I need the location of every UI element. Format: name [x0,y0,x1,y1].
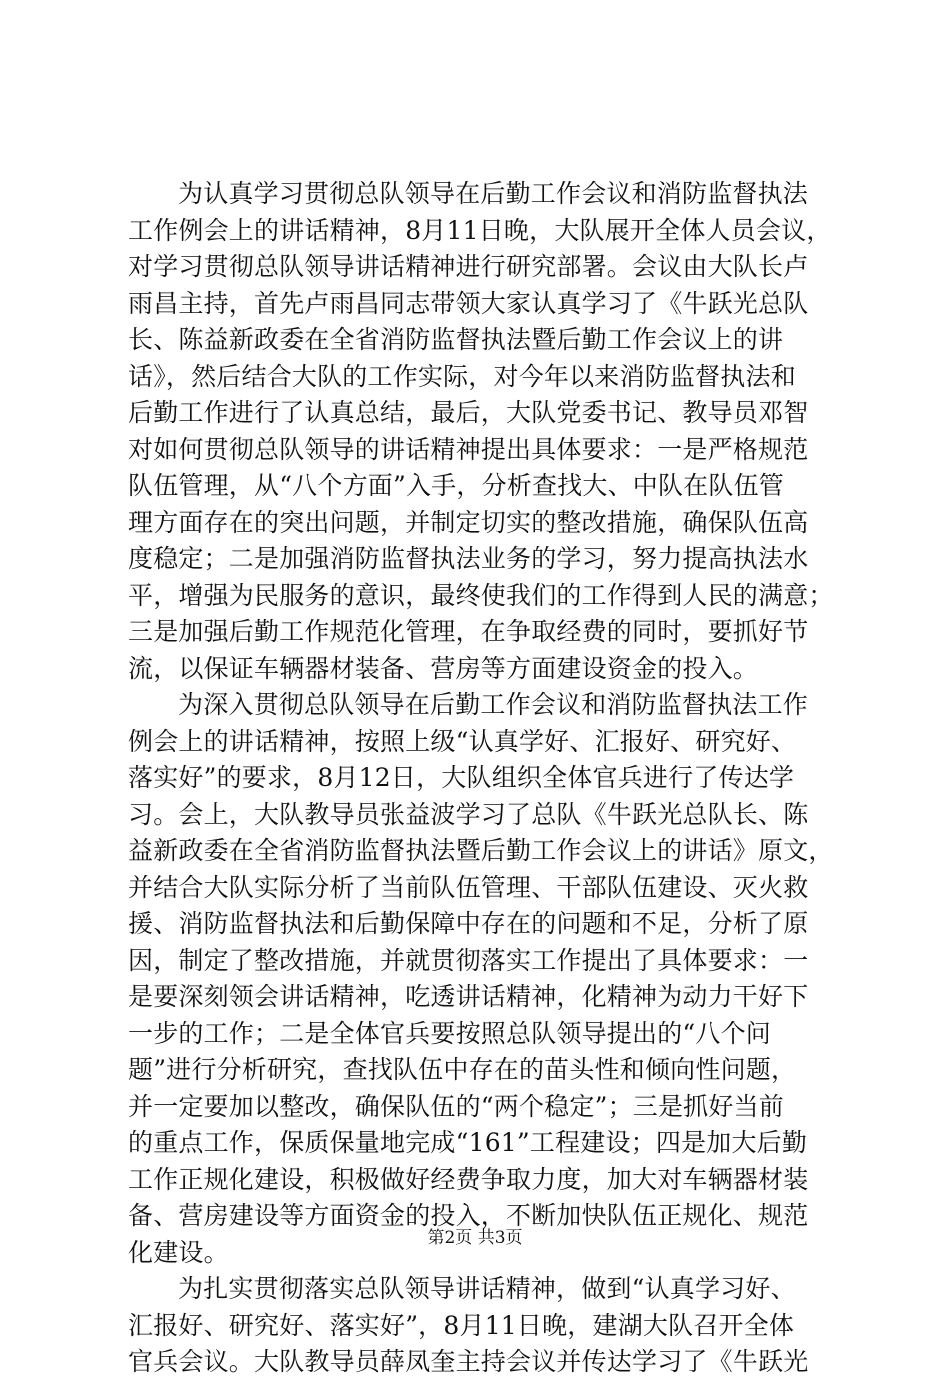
paragraph-2-line: 因，制定了整改措施，并就贯彻落实工作提出了具体要求：一 [128,945,809,975]
paragraph-1-line: 理方面存在的突出问题，并制定切实的整改措施，确保队伍高 [128,507,809,537]
page-number-footer: 第2页 共3页 [427,1228,523,1248]
paragraph-3-line: 官兵会议。大队教导员薛凤奎主持会议并传达学习了《牛跃光 [128,1347,809,1376]
paragraph-2-line: 题”进行分析研究，查找队伍中存在的苗头性和倾向性问题， [128,1055,797,1084]
paragraph-1-line: 为认真学习贯彻总队领导在后勤工作会议和消防监督执法 [178,179,809,208]
paragraph-3-line: 为扎实贯彻落实总队领导讲话精神，做到“认真学习好、 [178,1274,796,1303]
paragraph-1-line: 工作例会上的讲话精神，8月11日晚，大队展开全体人员会议， [128,215,832,245]
paragraph-2-line: 化建设。 [128,1237,229,1267]
document-body [128,176,834,1381]
paragraph-1-line: 平，增强为民服务的意识，最终使我们的工作得到人民的满意； [128,580,834,610]
paragraph-2-line: 是要深刻领会讲话精神，吃透讲话精神，化精神为动力干好下 [128,982,809,1011]
paragraph-1-line: 队伍管理，从“八个方面”入手，分析查找大、中队在队伍管 [128,471,784,500]
paragraph-2-line: 并结合大队实际分析了当前队伍管理、干部队伍建设、灭火救 [128,872,809,902]
paragraph-2-line: 习。会上，大队教导员张益波学习了总队《牛跃光总队长、陈 [128,799,809,829]
paragraph-2-line: 工作正规化建设，积极做好经费争取力度，加大对车辆器材装 [128,1164,809,1194]
paragraph-1-line: 对如何贯彻总队领导的讲话精神提出具体要求：一是严格规范 [128,434,809,464]
paragraph-1-line: 雨昌主持，首先卢雨昌同志带领大家认真学习了《牛跃光总队 [128,288,809,318]
paragraph-1-line: 后勤工作进行了认真总结，最后，大队党委书记、教导员邓智 [128,398,809,427]
paragraph-2-line: 一步的工作；二是全体官兵要按照总队领导提出的“八个问 [128,1018,771,1048]
paragraph-1-line: 话》，然后结合大队的工作实际，对今年以来消防监督执法和 [128,361,796,391]
paragraph-1-line: 流，以保证车辆器材装备、营房等方面建设资金的投入。 [128,653,759,683]
paragraph-2-line: 例会上的讲话精神，按照上级“认真学好、汇报好、研究好、 [128,726,797,756]
paragraph-2-line: 益新政委在全省消防监督执法暨后勤工作会议上的讲话》原文， [128,836,834,865]
paragraph-3-line: 汇报好、研究好、落实好”，8月11日晚，建湖大队召开全体 [128,1310,795,1340]
paragraph-2-line: 备、营房建设等方面资金的投入，不断加快队伍正规化、规范 [128,1201,809,1230]
paragraph-2-line: 为深入贯彻总队领导在后勤工作会议和消防监督执法工作 [178,690,809,719]
paragraph-2-line: 并一定要加以整改，确保队伍的“两个稳定”；三是抓好当前 [128,1091,784,1121]
paragraph-2-line: 的重点工作，保质保量地完成“161”工程建设；四是加大后勤 [128,1128,808,1157]
paragraph-1-line: 长、陈益新政委在全省消防监督执法暨后勤工作会议上的讲 [128,325,784,354]
paragraph-1-line: 对学习贯彻总队领导讲话精神进行研究部署。会议由大队长卢 [128,252,809,281]
paragraph-1-line: 度稳定；二是加强消防监督执法业务的学习，努力提高执法水 [128,544,809,573]
paragraph-2-line: 落实好”的要求，8月12日，大队组织全体官兵进行了传达学 [128,763,795,792]
paragraph-2-line: 援、消防监督执法和后勤保障中存在的问题和不足，分析了原 [128,909,809,938]
paragraph-1-line: 三是加强后勤工作规范化管理，在争取经费的同时，要抓好节 [128,617,809,646]
